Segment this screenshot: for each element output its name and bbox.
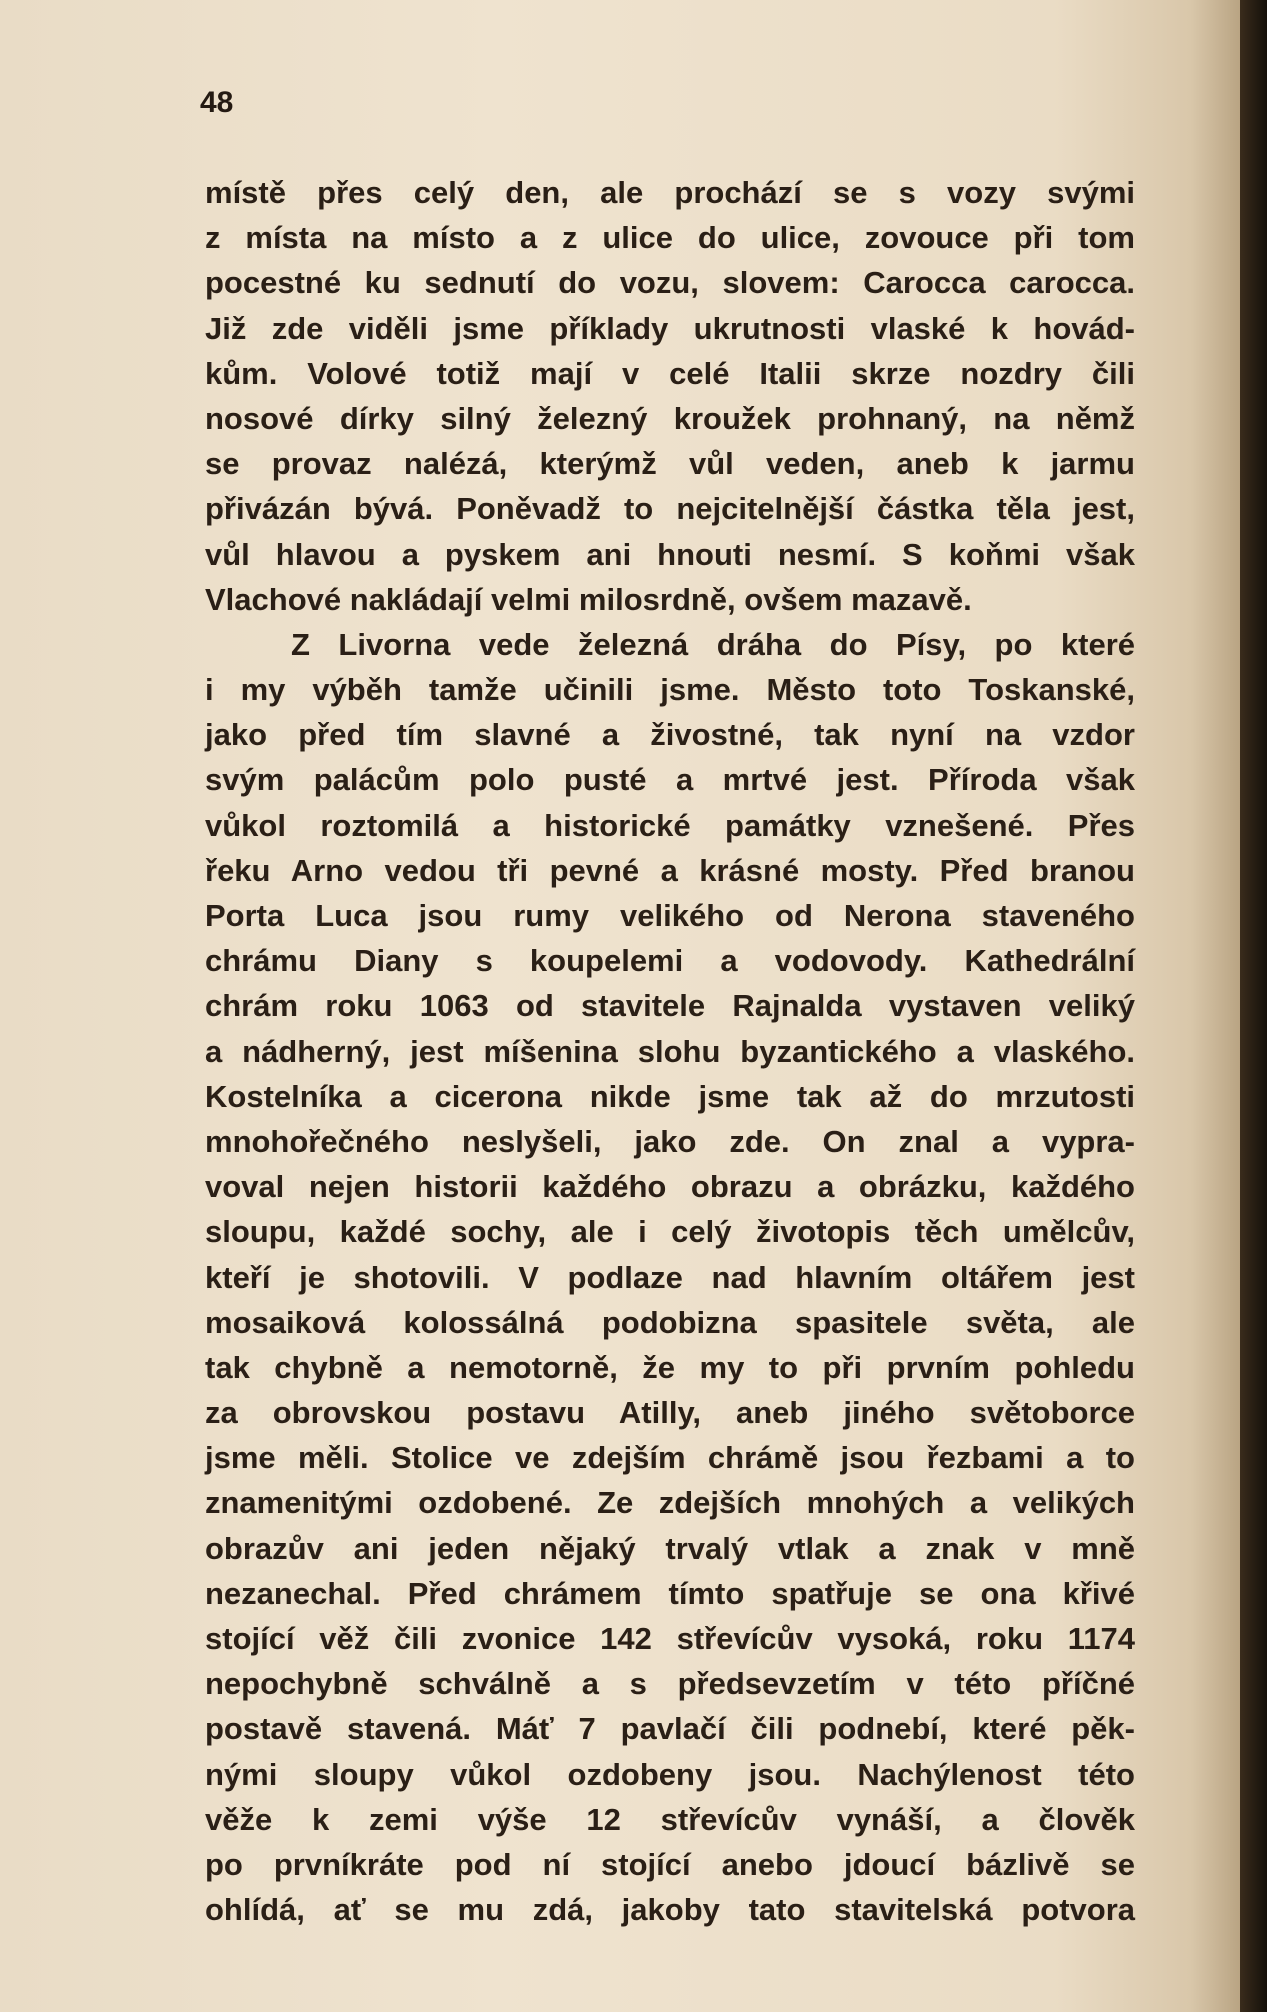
text-line: obrazův ani jeden nějaký trvalý vtlak a znak v mně	[205, 1530, 1135, 1566]
text-line: po prvníkráte pod ní stojící anebo jdoucí bázlivě se	[205, 1846, 1135, 1882]
text-line: chrám roku 1063 od stavitele Rajnalda vystaven veliký	[205, 988, 1135, 1024]
text-line: voval nejen historii každého obrazu a obrázku, každého	[205, 1169, 1135, 1205]
text-line: přivázán bývá. Poněvadž to nejcitelnější částka těla jest,	[205, 491, 1135, 527]
text-line: místě přes celý den, ale prochází se s vozy svými	[205, 175, 1135, 210]
text-line: mosaiková kolossálná podobizna spasitele světa, ale	[205, 1304, 1135, 1340]
text-line: nými sloupy vůkol ozdobeny jsou. Nachýlenost této	[205, 1756, 1135, 1792]
text-line: postavě stavená. Máť 7 pavlačí čili podnebí, které pěk-	[205, 1711, 1135, 1747]
text-line: věže k zemi výše 12 střevícův vynáší, a člověk	[205, 1801, 1135, 1837]
text-line: Kostelníka a cicerona nikde jsme tak až do mrzutosti	[205, 1078, 1135, 1114]
text-line: ohlídá, ať se mu zdá, jakoby tato stavitelská potvora	[205, 1892, 1135, 1928]
book-spine-edge	[1240, 0, 1267, 2012]
text-line: nosové dírky silný železný kroužek prohnaný, na němž	[205, 400, 1135, 436]
text-line: stojící věž čili zvonice 142 střevícův vysoká, roku 1174	[205, 1621, 1135, 1656]
text-line: jako před tím slavné a živostné, tak nyní na vzdor	[205, 717, 1135, 753]
text-line: vůkol roztomilá a historické památky vznešené. Přes	[205, 807, 1135, 843]
text-line: za obrovskou postavu Atilly, aneb jiného světoborce	[205, 1395, 1135, 1431]
text-line: kům. Volové totiž mají v celé Italii skrze nozdry čili	[205, 355, 1135, 391]
text-line: tak chybně a nemotorně, že my to při prvním pohledu	[205, 1349, 1135, 1385]
text-line: i my výběh tamže učinili jsme. Město toto Toskanské,	[205, 672, 1135, 708]
text-line: nepochybně schválně a s předsevzetím v této příčné	[205, 1666, 1135, 1702]
text-line: svým palácům polo pusté a mrtvé jest. Příroda však	[205, 762, 1135, 798]
text-line: Z Livorna vede železná dráha do Písy, po které	[291, 626, 1135, 662]
text-line: nezanechal. Před chrámem tímto spatřuje se ona křivé	[205, 1575, 1135, 1611]
text-line: se provaz nalézá, kterýmž vůl veden, aneb k jarmu	[205, 446, 1135, 482]
text-line: Již zde viděli jsme příklady ukrutnosti vlaské k hovád-	[205, 310, 1135, 346]
body-text	[205, 170, 1135, 1932]
text-line: Vlachové nakládají velmi milosrdně, ovšem mazavě.	[205, 581, 972, 617]
text-line: Porta Luca jsou rumy velikého od Nerona staveného	[205, 898, 1135, 933]
text-line: vůl hlavou a pyskem ani hnouti nesmí. S koňmi však	[205, 536, 1135, 572]
text-line: pocestné ku sednutí do vozu, slovem: Carocca carocca.	[205, 265, 1135, 301]
text-line: z místa na místo a z ulice do ulice, zovouce při tom	[205, 220, 1135, 256]
text-line: mnohořečného neslyšeli, jako zde. On znal a vypra-	[205, 1123, 1135, 1159]
text-line: kteří je shotovili. V podlaze nad hlavním oltářem jest	[205, 1259, 1135, 1295]
text-line: a nádherný, jest míšenina slohu byzantického a vlaského.	[205, 1033, 1135, 1069]
text-line: jsme měli. Stolice ve zdejším chrámě jsou řezbami a to	[205, 1440, 1135, 1476]
text-line: řeku Arno vedou tři pevné a krásné mosty. Před branou	[205, 852, 1135, 888]
text-line: znamenitými ozdobené. Ze zdejších mnohých a velikých	[205, 1485, 1135, 1521]
page-number: 48	[200, 86, 234, 119]
text-line: chrámu Diany s koupelemi a vodovody. Kathedrální	[205, 943, 1135, 979]
text-line: sloupu, každé sochy, ale i celý životopis těch umělcův,	[205, 1214, 1135, 1250]
